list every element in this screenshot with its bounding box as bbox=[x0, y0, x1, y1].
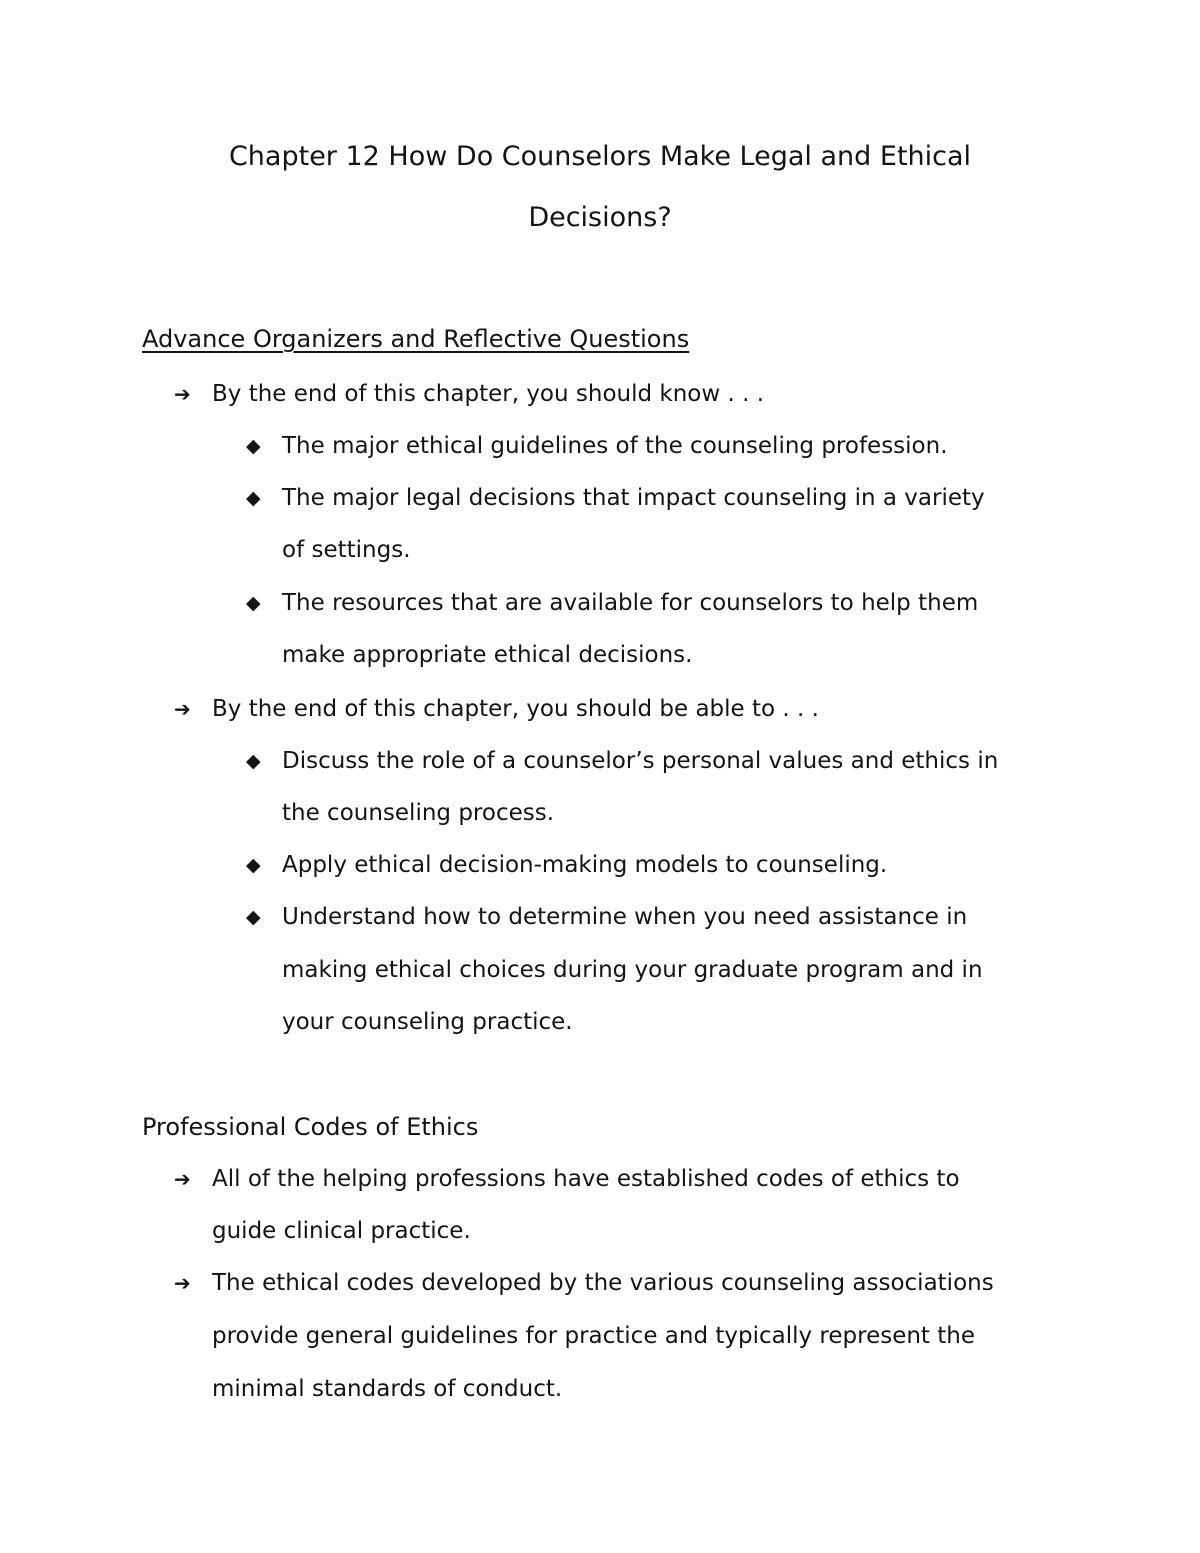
sublist-item-text: The major ethical guidelines of the counseling profession. bbox=[282, 433, 948, 459]
list-item-text: By the end of this chapter, you should know . . . bbox=[212, 381, 765, 407]
sublist-item-text: The resources that are available for counselors to help them bbox=[282, 590, 979, 616]
sublist-item-text: of settings. bbox=[282, 537, 411, 563]
list-item-text: The ethical codes developed by the various counseling associations bbox=[212, 1270, 994, 1296]
diamond-bullet-icon: ◆ bbox=[246, 854, 261, 876]
list-item-text: By the end of this chapter, you should be able to . . . bbox=[212, 696, 819, 722]
diamond-bullet-icon: ◆ bbox=[246, 906, 261, 928]
arrow-bullet-icon: ➔ bbox=[174, 1271, 191, 1295]
diamond-bullet-icon: ◆ bbox=[246, 487, 261, 509]
diamond-bullet-icon: ◆ bbox=[246, 750, 261, 772]
list-item-text: minimal standards of conduct. bbox=[212, 1376, 563, 1402]
diamond-bullet-icon: ◆ bbox=[246, 592, 261, 614]
list-item-text: All of the helping professions have established codes of ethics to bbox=[212, 1166, 960, 1192]
section-heading-advance-organizers: Advance Organizers and Reflective Questions bbox=[142, 325, 690, 353]
sublist-item-text: Discuss the role of a counselor’s personal values and ethics in bbox=[282, 748, 999, 774]
diamond-bullet-icon: ◆ bbox=[246, 435, 261, 457]
sublist-item-text: making ethical choices during your graduate program and in bbox=[282, 957, 983, 983]
sublist-item-text: the counseling process. bbox=[282, 800, 555, 826]
arrow-bullet-icon: ➔ bbox=[174, 697, 191, 721]
list-item-text: provide general guidelines for practice and typically represent the bbox=[212, 1323, 976, 1349]
arrow-bullet-icon: ➔ bbox=[174, 1167, 191, 1191]
sublist-item-text: The major legal decisions that impact counseling in a variety bbox=[282, 485, 985, 511]
sublist-item-text: your counseling practice. bbox=[282, 1009, 573, 1035]
document-title-line-1: Chapter 12 How Do Counselors Make Legal and Ethical bbox=[228, 141, 972, 172]
sublist-item-text: Apply ethical decision-making models to counseling. bbox=[282, 852, 888, 878]
list-item-text: guide clinical practice. bbox=[212, 1218, 471, 1244]
document-title-line-2: Decisions? bbox=[528, 202, 672, 233]
section-heading-professional-codes: Professional Codes of Ethics bbox=[142, 1113, 479, 1141]
sublist-item-text: make appropriate ethical decisions. bbox=[282, 642, 693, 668]
sublist-item-text: Understand how to determine when you need assistance in bbox=[282, 904, 968, 930]
arrow-bullet-icon: ➔ bbox=[174, 382, 191, 406]
